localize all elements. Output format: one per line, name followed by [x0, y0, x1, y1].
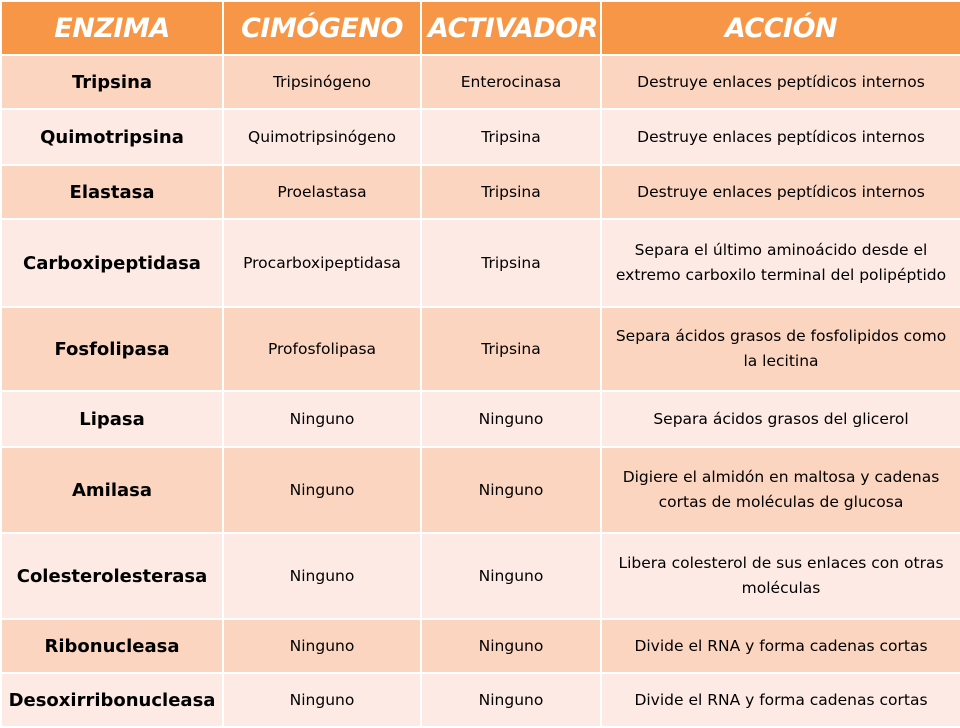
cell-enzima: Amilasa	[1, 447, 223, 533]
table-row	[1, 165, 960, 219]
cell-enzima: Quimotripsina	[1, 109, 223, 165]
cell-accion: Separa el último aminoácido desde el extremo carboxilo terminal del polipéptido	[601, 219, 960, 307]
header-accion: ACCIÓN	[601, 1, 960, 55]
cell-cimogeno: Ninguno	[223, 533, 421, 619]
cell-accion: Destruye enlaces peptídicos internos	[601, 55, 960, 109]
table-header	[1, 1, 960, 55]
cell-cimogeno: Ninguno	[223, 447, 421, 533]
cell-enzima: Desoxirribonucleasa	[1, 673, 223, 727]
cell-cimogeno: Proelastasa	[223, 165, 421, 219]
cell-accion: Digiere el almidón en maltosa y cadenas cortas de moléculas de glucosa	[601, 447, 960, 533]
cell-activador: Ninguno	[421, 391, 601, 447]
cell-enzima: Ribonucleasa	[1, 619, 223, 673]
cell-accion: Divide el RNA y forma cadenas cortas	[601, 619, 960, 673]
cell-accion: Destruye enlaces peptídicos internos	[601, 165, 960, 219]
cell-cimogeno: Ninguno	[223, 619, 421, 673]
header-cimogeno: CIMÓGENO	[223, 1, 421, 55]
cell-activador: Tripsina	[421, 219, 601, 307]
cell-enzima: Lipasa	[1, 391, 223, 447]
header-activador: ACTIVADOR	[421, 1, 601, 55]
cell-cimogeno: Profosfolipasa	[223, 307, 421, 391]
cell-enzima: Tripsina	[1, 55, 223, 109]
cell-accion: Destruye enlaces peptídicos internos	[601, 109, 960, 165]
cell-activador: Ninguno	[421, 619, 601, 673]
cell-enzima: Fosfolipasa	[1, 307, 223, 391]
table-row	[1, 673, 960, 727]
cell-accion: Libera colesterol de sus enlaces con otras moléculas	[601, 533, 960, 619]
cell-accion: Separa ácidos grasos del glicerol	[601, 391, 960, 447]
cell-enzima: Colesterolesterasa	[1, 533, 223, 619]
cell-cimogeno: Ninguno	[223, 391, 421, 447]
cell-enzima: Elastasa	[1, 165, 223, 219]
table-row	[1, 55, 960, 109]
table-body	[1, 55, 960, 727]
cell-accion: Separa ácidos grasos de fosfolipidos como la lecitina	[601, 307, 960, 391]
header-row	[1, 1, 960, 55]
cell-cimogeno: Quimotripsinógeno	[223, 109, 421, 165]
cell-activador: Tripsina	[421, 307, 601, 391]
table-row	[1, 447, 960, 533]
cell-accion: Divide el RNA y forma cadenas cortas	[601, 673, 960, 727]
table-row	[1, 391, 960, 447]
cell-activador: Enterocinasa	[421, 55, 601, 109]
cell-cimogeno: Ninguno	[223, 673, 421, 727]
table-row	[1, 109, 960, 165]
table-row	[1, 219, 960, 307]
cell-enzima: Carboxipeptidasa	[1, 219, 223, 307]
header-enzima: ENZIMA	[1, 1, 223, 55]
table-row	[1, 533, 960, 619]
table-row	[1, 307, 960, 391]
cell-cimogeno: Tripsinógeno	[223, 55, 421, 109]
cell-activador: Ninguno	[421, 447, 601, 533]
cell-cimogeno: Procarboxipeptidasa	[223, 219, 421, 307]
cell-activador: Ninguno	[421, 673, 601, 727]
cell-activador: Tripsina	[421, 165, 601, 219]
cell-activador: Tripsina	[421, 109, 601, 165]
table-row	[1, 619, 960, 673]
cell-activador: Ninguno	[421, 533, 601, 619]
